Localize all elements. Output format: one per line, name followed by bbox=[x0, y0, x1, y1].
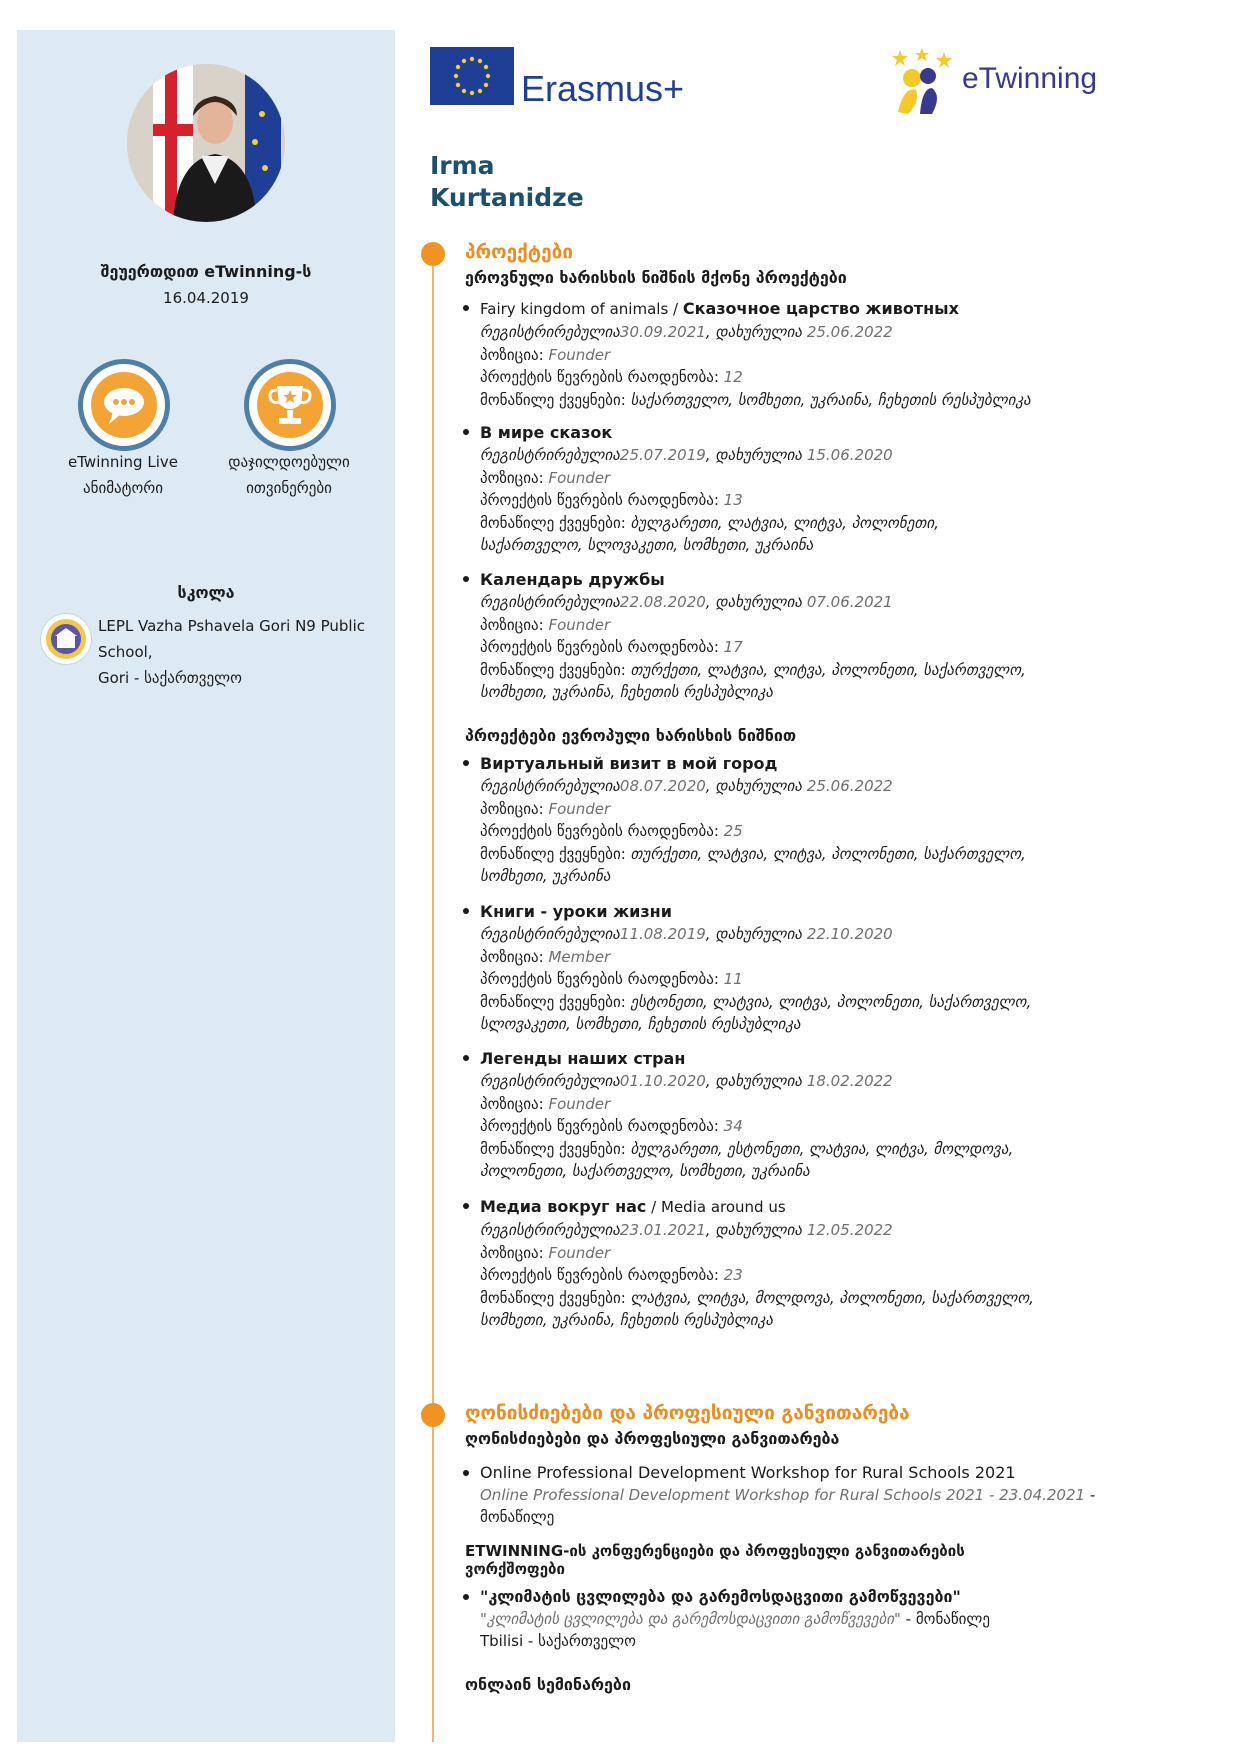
school-logo-icon bbox=[40, 613, 92, 665]
bullet-icon bbox=[463, 305, 469, 311]
project-title: Книги - уроки жизни bbox=[480, 902, 672, 921]
school-info bbox=[98, 613, 378, 691]
school-name-line1: LEPL Vazha Pshavela Gori N9 Public bbox=[98, 617, 365, 635]
event-title: "კლიმატის ცვლილება და გარემოსდაცვითი გამოწვევები" bbox=[480, 1587, 961, 1606]
members-count: 12 bbox=[723, 368, 743, 386]
closed-date: 25.06.2022 bbox=[806, 777, 893, 795]
members-count: 23 bbox=[723, 1266, 743, 1284]
project-title-en: Fairy kingdom of animals / bbox=[480, 300, 683, 318]
project-item: Медиа вокруг нас / Media around us რეგისტრირებულია23.01.2021, დახურულია 12.05.2022 პოზიცია: Founder პროექტის წევრების რაოდენობა: 23 მონაწილე ქვეყნები: ლატვია, ლიტვა, მოლდოვა, პოლონეთი, საქართველო, სომხეთი, უკრაინა, ჩეხეთის რესპუბლიკა bbox=[480, 1195, 1120, 1332]
event-desc: Online Professional Development Workshop for Rural Schools 2021 - 23.04.2021 bbox=[480, 1486, 1086, 1504]
countries-line1: ესტონეთი, ლატვია, ლიტვა, პოლონეთი, საქართველო, bbox=[630, 992, 1032, 1011]
closed-date: 07.06.2021 bbox=[806, 593, 893, 611]
awarded-label: დაჯილდოებული ითვინერები bbox=[228, 453, 350, 497]
project-title: Виртуальный визит в мой город bbox=[480, 754, 778, 773]
registered-date: 01.10.2020 bbox=[619, 1072, 706, 1090]
members-count: 11 bbox=[723, 970, 743, 988]
position-value: Founder bbox=[548, 615, 611, 634]
speech-bubble-icon bbox=[91, 372, 157, 438]
european-projects-label: პროექტები ევროპული ხარისხის ნიშნით bbox=[465, 726, 797, 745]
members-count: 25 bbox=[723, 822, 743, 840]
timeline-line bbox=[432, 247, 434, 1742]
closed-date: 18.02.2022 bbox=[806, 1072, 893, 1090]
event-desc: "კლიმატის ცვლილება და გარემოსდაცვითი გამოწვევები" bbox=[480, 1610, 901, 1628]
erasmus-logo-text: Erasmus+ bbox=[521, 68, 685, 109]
countries-line2: სომხეთი, უკრაინა, ჩეხეთის რესპუბლიკა bbox=[480, 683, 773, 701]
bullet-icon bbox=[463, 1594, 469, 1600]
registered-date: 30.09.2021 bbox=[619, 323, 706, 341]
project-title: Календарь дружбы bbox=[480, 570, 665, 589]
project-item: Fairy kingdom of animals / Сказочное царство животных რეგისტრირებულია30.09.2021, დახურულია 25.06.2022 პოზიცია: Founder პროექტის წევრების რაოდენობა: 12 მონაწილე ქვეყნები: საქართველო, სომხეთი, უკრაინა, ჩეხეთის რესპუბლიკა bbox=[480, 297, 1120, 411]
position-value: Founder bbox=[548, 468, 611, 487]
countries-line2: სლოვაკეთი, სომხეთი, ჩეხეთის რესპუბლიკა bbox=[480, 1015, 801, 1033]
live-animator-badge bbox=[78, 359, 170, 451]
school-name-line2: School, bbox=[98, 643, 153, 661]
project-item: Легенды наших стран რეგისტრირებულია01.10.2020, დახურულია 18.02.2022 პოზიცია: Founder პროექტის წევრების რაოდენობა: 34 მონაწილე ქვეყნები: ბულგარეთი, ესტონეთი, ლატვია, ლიტვა, მოლდოვა, პოლონეთი, საქართველო, სომხეთი, უკრაინა bbox=[480, 1047, 1120, 1183]
event-item: "კლიმატის ცვლილება და გარემოსდაცვითი გამოწვევები" "კლიმატის ცვლილება და გარემოსდაცვითი გამოწვევები" - მონაწილე Tbilisi - საქართველო bbox=[480, 1586, 1120, 1652]
countries-line1: საქართველო, სომხეთი, უკრაინა, ჩეხეთის რესპუბლიკა bbox=[630, 390, 1031, 409]
closed-date: 22.10.2020 bbox=[806, 925, 893, 943]
awarded-badge bbox=[244, 359, 336, 451]
school-location: Gori - საქართველო bbox=[98, 669, 242, 687]
conferences-sub-title: ETWINNING-ის კონფერენციები და პროფესიული განვითარების ვორქშოფები bbox=[465, 1542, 965, 1578]
projects-section-title: პროექტები bbox=[465, 241, 574, 263]
project-item: Календарь дружбы რეგისტრირებულია22.08.2020, დახურულია 07.06.2021 პოზიცია: Founder პროექტის წევრების რაოდენობა: 17 მონაწილე ქვეყნები: თურქეთი, ლატვია, ლიტვა, პოლონეთი, საქართველო, სომხეთი, უკრაინა, ჩეხეთის რესპუბლიკა bbox=[480, 568, 1120, 704]
project-title: Легенды наших стран bbox=[480, 1049, 686, 1068]
joined-title: შეუერთდით eTwinning-ს bbox=[100, 262, 312, 281]
national-projects-label: ეროვნული ხარისხის ნიშნის მქონე პროექტები bbox=[465, 268, 847, 287]
closed-date: 12.05.2022 bbox=[806, 1221, 893, 1239]
members-count: 13 bbox=[723, 491, 743, 509]
project-title: Сказочное царство животных bbox=[682, 299, 959, 318]
events-section-title: ღონისძიებები და პროფესიული განვითარება bbox=[465, 1402, 910, 1424]
countries-line1: თურქეთი, ლატვია, ლიტვა, პოლონეთი, საქართველო, bbox=[630, 660, 1026, 679]
countries-line2: პოლონეთი, საქართველო, სომხეთი, უკრაინა bbox=[480, 1162, 810, 1180]
countries-line1: თურქეთი, ლატვია, ლიტვა, პოლონეთი, საქართველო, bbox=[630, 844, 1026, 863]
sidebar bbox=[17, 30, 395, 1742]
registered-date: 08.07.2020 bbox=[619, 777, 706, 795]
position-value: Founder bbox=[548, 1243, 611, 1262]
bullet-icon bbox=[463, 576, 469, 582]
trophy-icon bbox=[257, 372, 323, 438]
eu-flag-icon bbox=[430, 47, 514, 105]
etwinning-logo-text: eTwinning bbox=[962, 62, 1098, 95]
countries-line2: საქართველო, სლოვაკეთი, სომხეთი, უკრაინა bbox=[480, 536, 814, 554]
live-animator-label: eTwinning Live ანიმატორი bbox=[68, 453, 178, 497]
countries-line1: ლატვია, ლიტვა, მოლდოვა, პოლონეთი, საქართველო, bbox=[630, 1288, 1034, 1307]
bullet-icon bbox=[463, 1203, 469, 1209]
bullet-icon bbox=[463, 908, 469, 914]
registered-date: 25.07.2019 bbox=[619, 446, 706, 464]
closed-date: 25.06.2022 bbox=[806, 323, 893, 341]
closed-date: 15.06.2020 bbox=[806, 446, 893, 464]
event-title: Online Professional Development Workshop for Rural Schools 2021 bbox=[480, 1463, 1016, 1482]
bullet-icon bbox=[463, 1055, 469, 1061]
countries-line1: ბულგარეთი, ესტონეთი, ლატვია, ლიტვა, მოლდოვა, bbox=[630, 1139, 1014, 1158]
bullet-icon bbox=[463, 1470, 469, 1476]
project-item: Виртуальный визит в мой город რეგისტრირებულია08.07.2020, დახურულია 25.06.2022 პოზიცია: Founder პროექტის წევრების რაოდენობა: 25 მონაწილე ქვეყნები: თურქეთი, ლატვია, ლიტვა, პოლონეთი, საქართველო, სომხეთი, უკრაინა bbox=[480, 752, 1120, 888]
project-title-en: / Media around us bbox=[646, 1198, 786, 1216]
school-title: სკოლა bbox=[177, 583, 235, 602]
countries-line1: ბულგარეთი, ლატვია, ლიტვა, პოლონეთი, bbox=[630, 513, 939, 532]
events-sub-title: ღონისძიებები და პროფესიული განვითარება bbox=[465, 1429, 840, 1448]
position-value: Founder bbox=[548, 799, 611, 818]
registered-date: 22.08.2020 bbox=[619, 593, 706, 611]
last-name: Kurtanidze bbox=[430, 183, 584, 212]
project-item: В мире сказок რეგისტრირებულია25.07.2019, დახურულია 15.06.2020 პოზიცია: Founder პროექტის წევრების რაოდენობა: 13 მონაწილე ქვეყნები: ბულგარეთი, ლატვია, ლიტვა, პოლონეთი, საქართველო, სლოვაკეთი, სომხეთი, უკრაინა bbox=[480, 421, 1120, 557]
countries-line2: სომხეთი, უკრაინა bbox=[480, 867, 611, 885]
timeline-dot-projects bbox=[421, 242, 445, 266]
event-location: Tbilisi - საქართველო bbox=[480, 1632, 636, 1650]
registered-date: 23.01.2021 bbox=[619, 1221, 706, 1239]
project-title: Медиа вокруг нас bbox=[480, 1197, 647, 1216]
bullet-icon bbox=[463, 760, 469, 766]
bullet-icon bbox=[463, 429, 469, 435]
registered-date: 11.08.2019 bbox=[619, 925, 706, 943]
position-value: Member bbox=[548, 947, 611, 966]
person-name bbox=[430, 150, 584, 214]
profile-photo bbox=[127, 64, 285, 222]
project-title: В мире сказок bbox=[480, 423, 613, 442]
event-item: Online Professional Development Workshop for Rural Schools 2021 Online Professional Development Workshop for Rural Schools 2021 - 23.04.2021 - მონაწილე bbox=[480, 1462, 1120, 1528]
position-value: Founder bbox=[548, 345, 611, 364]
etwinning-logo-icon bbox=[886, 48, 958, 116]
joined-date: 16.04.2019 bbox=[163, 289, 249, 307]
position-value: Founder bbox=[548, 1094, 611, 1113]
members-count: 34 bbox=[723, 1117, 743, 1135]
project-item: Книги - уроки жизни რეგისტრირებულია11.08.2019, დახურულია 22.10.2020 პოზიცია: Member პროექტის წევრების რაოდენობა: 11 მონაწილე ქვეყნები: ესტონეთი, ლატვია, ლიტვა, პოლონეთი, საქართველო, სლოვაკეთი, სომხეთი, ჩეხეთის რესპუბლიკა bbox=[480, 900, 1120, 1036]
countries-line2: სომხეთი, უკრაინა, ჩეხეთის რესპუბლიკა bbox=[480, 1311, 773, 1329]
event-role: მონაწილე bbox=[480, 1508, 555, 1526]
online-seminars-title: ონლაინ სემინარები bbox=[465, 1675, 631, 1694]
timeline-dot-events bbox=[421, 1403, 445, 1427]
members-count: 17 bbox=[723, 638, 743, 656]
first-name: Irma bbox=[430, 151, 495, 180]
